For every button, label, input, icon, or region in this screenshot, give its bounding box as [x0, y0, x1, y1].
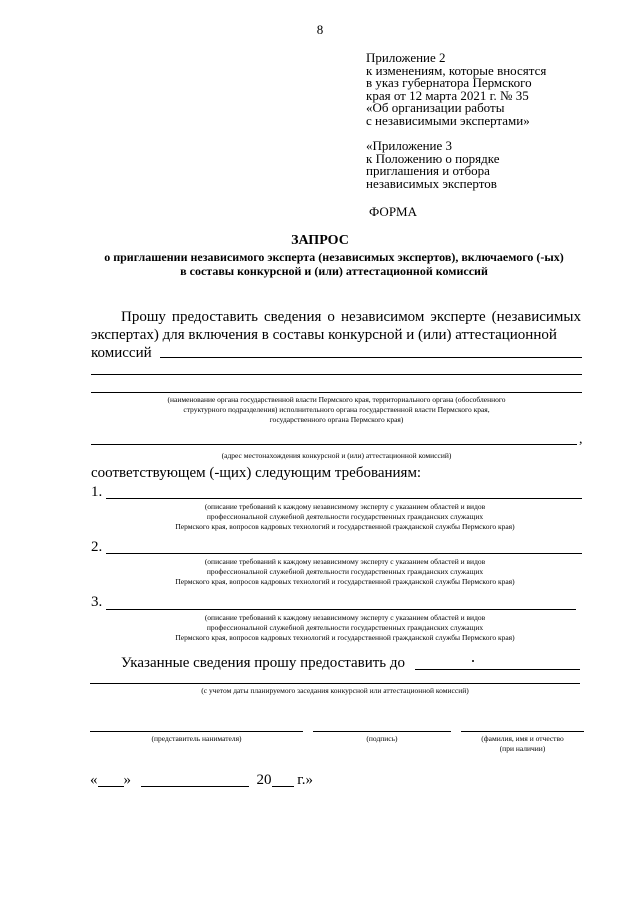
deadline-line-2[interactable] [90, 683, 580, 684]
day-field[interactable] [98, 772, 124, 787]
annex-2-line: «Об организации работы [366, 100, 505, 115]
request-text: Прошу предоставить сведения о независимом эксперте (независимых экспертах) для включения в составы конкурсной и (или) аттестационной [91, 309, 581, 343]
provide-by-text: Указанные сведения прошу предоставить до [121, 655, 406, 671]
caption-line: профессиональной служебной деятельности государственных гражданских служащих [206, 512, 484, 521]
full-name-caption [455, 734, 590, 754]
annex-3-line: приглашения и отбора [366, 163, 490, 178]
caption-line: профессиональной служебной деятельности государственных гражданских служащих [206, 623, 484, 632]
document-title: ЗАПРОС [291, 233, 349, 248]
requirement-caption-1 [100, 502, 590, 532]
caption-line: Пермского края, вопросов кадровых технологий и государственной гражданской службы Пермского края) [175, 522, 515, 531]
annex-2-line: края от 12 марта 2021 г. № 35 [366, 87, 529, 103]
caption-line: Пермского края, вопросов кадровых технологий и государственной гражданской службы Пермского края) [175, 633, 515, 642]
requirement-line-2[interactable] [106, 553, 582, 554]
year-suffix: г.» [297, 772, 313, 788]
full-name-line[interactable] [461, 731, 584, 732]
caption-line: (описание требований к каждому независимому эксперту с указанием областей и видов [204, 613, 486, 622]
annex-2-line: с независимыми экспертами» [366, 112, 530, 128]
month-field[interactable] [141, 772, 249, 787]
caption-line: государственного органа Пермского края) [269, 415, 404, 424]
caption-line: структурного подразделения) исполнительного органа государственной власти Пермского края, [183, 405, 490, 414]
requirement-line-1[interactable] [106, 498, 582, 499]
caption-line: (при наличии) [499, 744, 546, 753]
document-subtitle: о приглашении независимого эксперта (независимых экспертов), включаемого (-ых) в составы конкурсной и (или) аттестационной комиссий [104, 250, 564, 278]
annex-2-line: к изменениям, которые вносятся [366, 62, 547, 78]
annex-3-line: независимых экспертов [366, 175, 497, 191]
requirement-line-3[interactable] [106, 609, 576, 610]
address-caption: (адрес местонахождения конкурсной и (или) аттестационной комиссий) [221, 451, 452, 460]
signature-line[interactable] [313, 731, 451, 732]
annex-2-line: в указ губернатора Пермского [366, 75, 532, 90]
requirement-number: 1. [91, 484, 103, 500]
signature-caption: (подпись) [366, 734, 398, 743]
year-field[interactable] [272, 772, 294, 787]
scan-dot [472, 660, 474, 662]
annex-2-line: Приложение 2 [366, 50, 446, 65]
organ-name-line-2[interactable] [91, 374, 582, 375]
requirements-intro: соответствующем (-щих) следующим требованиям: [91, 465, 422, 481]
commissions-word: комиссий [91, 345, 152, 361]
requirement-caption-2 [100, 557, 590, 587]
annex-3-header [366, 140, 499, 190]
representative-caption: (представитель нанимателя) [151, 734, 242, 743]
open-quote: « [90, 772, 98, 788]
caption-line: Пермского края, вопросов кадровых технологий и государственной гражданской службы Пермского края) [175, 577, 515, 586]
close-quote: » [123, 772, 131, 788]
page-number: 8 [316, 22, 324, 37]
year-prefix: 20 [256, 772, 272, 788]
caption-line: (фамилия, имя и отчество [481, 734, 564, 743]
requirement-number: 3. [91, 594, 103, 610]
organ-name-line-3[interactable] [91, 392, 582, 393]
organ-name-line-1[interactable] [160, 357, 582, 358]
requirement-number: 2. [91, 539, 103, 555]
form-label: ФОРМА [369, 204, 417, 219]
deadline-caption: (с учетом даты планируемого заседания конкурсной или аттестационной комиссий) [201, 686, 469, 695]
organ-name-caption [91, 395, 582, 425]
requirement-caption-3 [100, 613, 590, 643]
date-line [90, 772, 313, 789]
annex-2-header [366, 52, 546, 127]
caption-line: (описание требований к каждому независимому эксперту с указанием областей и видов [204, 502, 486, 511]
caption-line: (описание требований к каждому независимому эксперту с указанием областей и видов [204, 557, 486, 566]
request-paragraph [91, 308, 581, 344]
annex-3-line: к Положению о порядке [366, 150, 500, 166]
caption-line: (наименование органа государственной власти Пермского края, территориального органа (обособленного [167, 395, 506, 404]
caption-line: профессиональной служебной деятельности государственных гражданских служащих [206, 567, 484, 576]
representative-line[interactable] [90, 731, 303, 732]
address-comma: , [579, 432, 583, 447]
deadline-line[interactable] [415, 669, 580, 670]
annex-3-line: «Приложение 3 [366, 138, 453, 153]
address-line[interactable] [91, 444, 577, 445]
